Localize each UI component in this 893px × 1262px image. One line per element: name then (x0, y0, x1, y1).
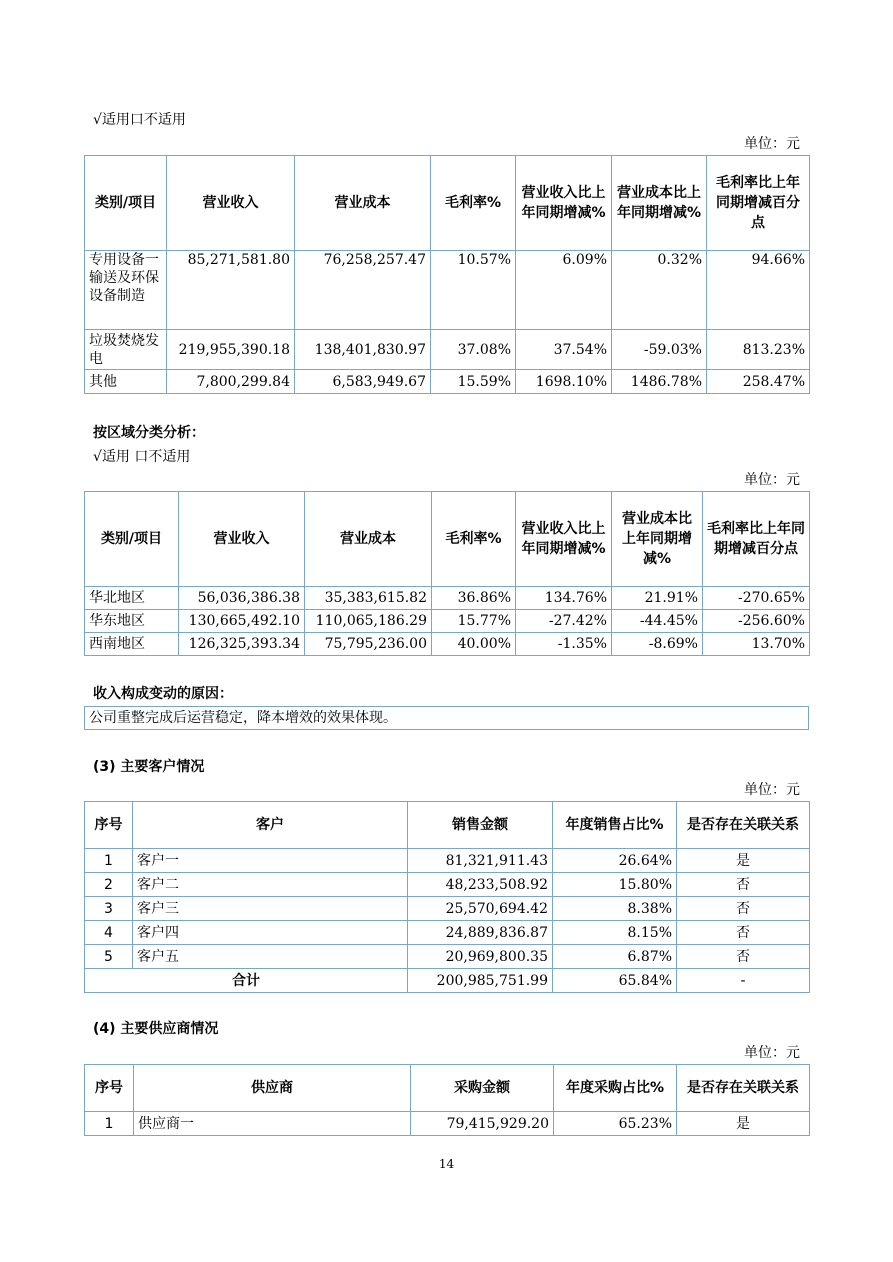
row-region: 华东地区 (85, 610, 179, 633)
row-revenue: 85,271,581.80 (167, 251, 295, 330)
row-customer: 客户一 (133, 849, 408, 873)
row-index: 3 (85, 897, 133, 921)
row-cost-change: 1486.78% (612, 370, 707, 394)
customer-table (84, 801, 810, 993)
table-row (85, 251, 810, 330)
col-header-purchase-share: 年度采购占比% (554, 1065, 677, 1112)
row-cost: 76,258,257.47 (295, 251, 431, 330)
row-revenue: 7,800,299.84 (167, 370, 295, 394)
row-cost: 75,795,236.00 (305, 633, 432, 656)
col-header-category: 类别/项目 (85, 492, 179, 587)
reason-text-box: 公司重整完成后运营稳定，降本增效的效果体现。 (84, 706, 809, 730)
table-row (85, 897, 810, 921)
row-region: 西南地区 (85, 633, 179, 656)
col-header-revenue-change: 营业收入比上年同期增减% (516, 492, 612, 587)
col-header-related-party: 是否存在关联关系 (677, 802, 810, 849)
col-header-cost: 营业成本 (305, 492, 432, 587)
region-table (84, 491, 810, 656)
row-margin-change: -270.65% (703, 587, 810, 610)
row-customer: 客户三 (133, 897, 408, 921)
row-sales-share: 6.87% (553, 945, 677, 969)
col-header-category: 类别/项目 (85, 156, 167, 251)
page-number: 14 (438, 1157, 455, 1171)
row-cost: 110,065,186.29 (305, 610, 432, 633)
row-revenue-change: 6.09% (516, 251, 612, 330)
row-gross-margin: 40.00% (432, 633, 516, 656)
col-header-index: 序号 (85, 802, 133, 849)
row-customer: 客户二 (133, 873, 408, 897)
region-table-header-row (85, 492, 810, 587)
row-margin-change: 258.47% (707, 370, 810, 394)
supplier-table-header-row (85, 1065, 810, 1112)
row-purchase-share: 65.23% (554, 1112, 677, 1136)
total-sales-share: 65.84% (553, 969, 677, 993)
table-row (85, 610, 810, 633)
row-revenue: 130,665,492.10 (179, 610, 305, 633)
row-related-party: 否 (677, 921, 810, 945)
col-header-revenue-change: 营业收入比上年同期增减% (516, 156, 612, 251)
row-related-party: 是 (677, 849, 810, 873)
row-cost-change: -8.69% (612, 633, 703, 656)
row-revenue-change: 1698.10% (516, 370, 612, 394)
product-unit-label: 单位：元 (744, 136, 800, 152)
row-margin-change: 94.66% (707, 251, 810, 330)
col-header-gross-margin: 毛利率% (431, 156, 516, 251)
region-applicability: √适用 口不适用 (93, 449, 191, 465)
row-gross-margin: 10.57% (431, 251, 516, 330)
row-cost-change: -44.45% (612, 610, 703, 633)
table-row (85, 849, 810, 873)
customer-unit-label: 单位：元 (744, 782, 800, 798)
row-sales-amount: 24,889,836.87 (408, 921, 553, 945)
table-row (85, 945, 810, 969)
row-customer: 客户四 (133, 921, 408, 945)
row-sales-share: 8.38% (553, 897, 677, 921)
row-cost: 6,583,949.67 (295, 370, 431, 394)
product-applicability: √适用口不适用 (93, 112, 186, 128)
row-index: 5 (85, 945, 133, 969)
row-index: 2 (85, 873, 133, 897)
col-header-cost: 营业成本 (295, 156, 431, 251)
row-category: 专用设备一输送及环保设备制造 (85, 251, 167, 330)
row-sales-share: 8.15% (553, 921, 677, 945)
col-header-cost-change: 营业成本比上年同期增减% (612, 492, 703, 587)
col-header-cost-change: 营业成本比上年同期增减% (612, 156, 707, 251)
table-row (85, 873, 810, 897)
row-revenue-change: -27.42% (516, 610, 612, 633)
supplier-table (84, 1064, 810, 1136)
row-related-party: 是 (677, 1112, 810, 1136)
row-revenue: 126,325,393.34 (179, 633, 305, 656)
row-cost-change: 0.32% (612, 251, 707, 330)
row-gross-margin: 15.77% (432, 610, 516, 633)
customer-section-title: (3) 主要客户情况 (93, 759, 205, 775)
table-row (85, 921, 810, 945)
table-row (85, 370, 810, 394)
row-sales-amount: 25,570,694.42 (408, 897, 553, 921)
row-revenue: 56,036,386.38 (179, 587, 305, 610)
row-index: 1 (85, 849, 133, 873)
supplier-unit-label: 单位：元 (744, 1045, 800, 1061)
col-header-gross-margin: 毛利率% (432, 492, 516, 587)
row-purchase-amount: 79,415,929.20 (411, 1112, 554, 1136)
row-gross-margin: 36.86% (432, 587, 516, 610)
row-cost: 35,383,615.82 (305, 587, 432, 610)
row-gross-margin: 37.08% (431, 330, 516, 370)
row-margin-change: 13.70% (703, 633, 810, 656)
row-sales-share: 26.64% (553, 849, 677, 873)
total-label: 合计 (85, 969, 408, 993)
row-related-party: 否 (677, 873, 810, 897)
col-header-sales-amount: 销售金额 (408, 802, 553, 849)
col-header-customer: 客户 (133, 802, 408, 849)
supplier-section-title: (4) 主要供应商情况 (93, 1021, 219, 1037)
total-sales-amount: 200,985,751.99 (408, 969, 553, 993)
col-header-index: 序号 (85, 1065, 134, 1112)
col-header-margin-change: 毛利率比上年同期增减百分点 (703, 492, 810, 587)
col-header-revenue: 营业收入 (179, 492, 305, 587)
row-cost: 138,401,830.97 (295, 330, 431, 370)
table-row (85, 330, 810, 370)
total-row (85, 969, 810, 993)
row-sales-amount: 20,969,800.35 (408, 945, 553, 969)
row-related-party: 否 (677, 897, 810, 921)
product-table-header-row (85, 156, 810, 251)
row-customer: 客户五 (133, 945, 408, 969)
row-revenue-change: 37.54% (516, 330, 612, 370)
row-index: 4 (85, 921, 133, 945)
row-revenue-change: 134.76% (516, 587, 612, 610)
row-sales-share: 15.80% (553, 873, 677, 897)
region-unit-label: 单位：元 (744, 472, 800, 488)
col-header-sales-share: 年度销售占比% (553, 802, 677, 849)
row-margin-change: -256.60% (703, 610, 810, 633)
row-related-party: 否 (677, 945, 810, 969)
col-header-related-party: 是否存在关联关系 (677, 1065, 810, 1112)
product-table (84, 155, 810, 394)
customer-table-header-row (85, 802, 810, 849)
row-gross-margin: 15.59% (431, 370, 516, 394)
table-row (85, 587, 810, 610)
total-related-party: - (677, 969, 810, 993)
region-section-title: 按区域分类分析： (93, 425, 205, 441)
row-revenue: 219,955,390.18 (167, 330, 295, 370)
col-header-margin-change: 毛利率比上年同期增减百分点 (707, 156, 810, 251)
col-header-purchase-amount: 采购金额 (411, 1065, 554, 1112)
col-header-revenue: 营业收入 (167, 156, 295, 251)
reason-section-title: 收入构成变动的原因： (93, 686, 233, 702)
row-category: 其他 (85, 370, 167, 394)
row-revenue-change: -1.35% (516, 633, 612, 656)
row-category: 垃圾焚烧发电 (85, 330, 167, 370)
col-header-supplier: 供应商 (134, 1065, 411, 1112)
row-cost-change: 21.91% (612, 587, 703, 610)
table-row (85, 1112, 810, 1136)
row-cost-change: -59.03% (612, 330, 707, 370)
row-region: 华北地区 (85, 587, 179, 610)
row-supplier: 供应商一 (134, 1112, 411, 1136)
table-row (85, 633, 810, 656)
row-sales-amount: 81,321,911.43 (408, 849, 553, 873)
row-index: 1 (85, 1112, 134, 1136)
row-margin-change: 813.23% (707, 330, 810, 370)
row-sales-amount: 48,233,508.92 (408, 873, 553, 897)
